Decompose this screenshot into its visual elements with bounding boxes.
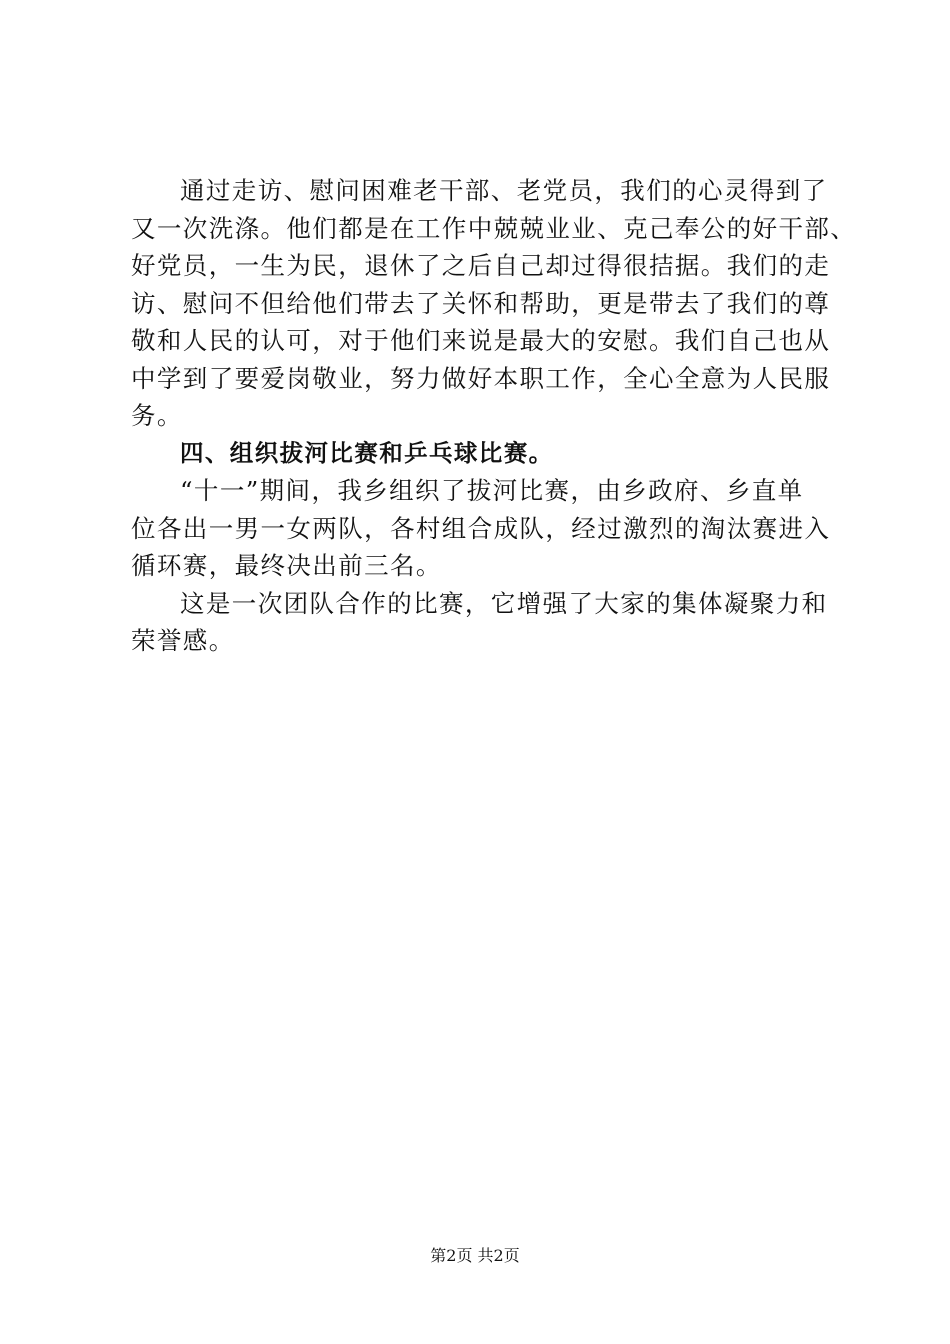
paragraph-line: 又一次洗涤。他们都是在工作中兢兢业业、克己奉公的好干部、 xyxy=(131,213,857,243)
paragraph-line: 访、慰问不但给他们带去了关怀和帮助，更是带去了我们的尊 xyxy=(131,288,831,318)
paragraph-visits xyxy=(131,172,857,435)
document-body xyxy=(131,172,857,660)
paragraph-line: “十一”期间，我乡组织了拔河比赛，由乡政府、乡直单 xyxy=(180,476,804,505)
paragraph-line: 好党员，一生为民，退休了之后自己却过得很拮据。我们的走 xyxy=(131,251,831,280)
paragraph-line: 荣誉感。 xyxy=(131,626,235,655)
paragraph-line: 循环赛，最终决出前三名。 xyxy=(131,551,442,580)
paragraph-line: 中学到了要爱岗敬业，努力做好本职工作，全心全意为人民服 xyxy=(131,363,831,393)
paragraph-line: 敬和人民的认可，对于他们来说是最大的安慰。我们自己也从 xyxy=(131,326,831,355)
paragraph-line: 这是一次团队合作的比赛，它增强了大家的集体凝聚力和 xyxy=(180,588,828,618)
paragraph-line: 通过走访、慰问困难老干部、老党员，我们的心灵得到了 xyxy=(180,176,828,205)
paragraph-line: 务。 xyxy=(131,401,183,430)
section-heading: 四、组织拔河比赛和乒乓球比赛。 xyxy=(180,438,554,467)
paragraph-tug-of-war xyxy=(131,472,831,585)
paragraph-teamwork xyxy=(131,585,831,660)
paragraph-line: 位各出一男一女两队，各村组合成队，经过激烈的淘汰赛进入 xyxy=(131,513,831,543)
page-footer: 第2页 共2页 xyxy=(430,1246,520,1265)
